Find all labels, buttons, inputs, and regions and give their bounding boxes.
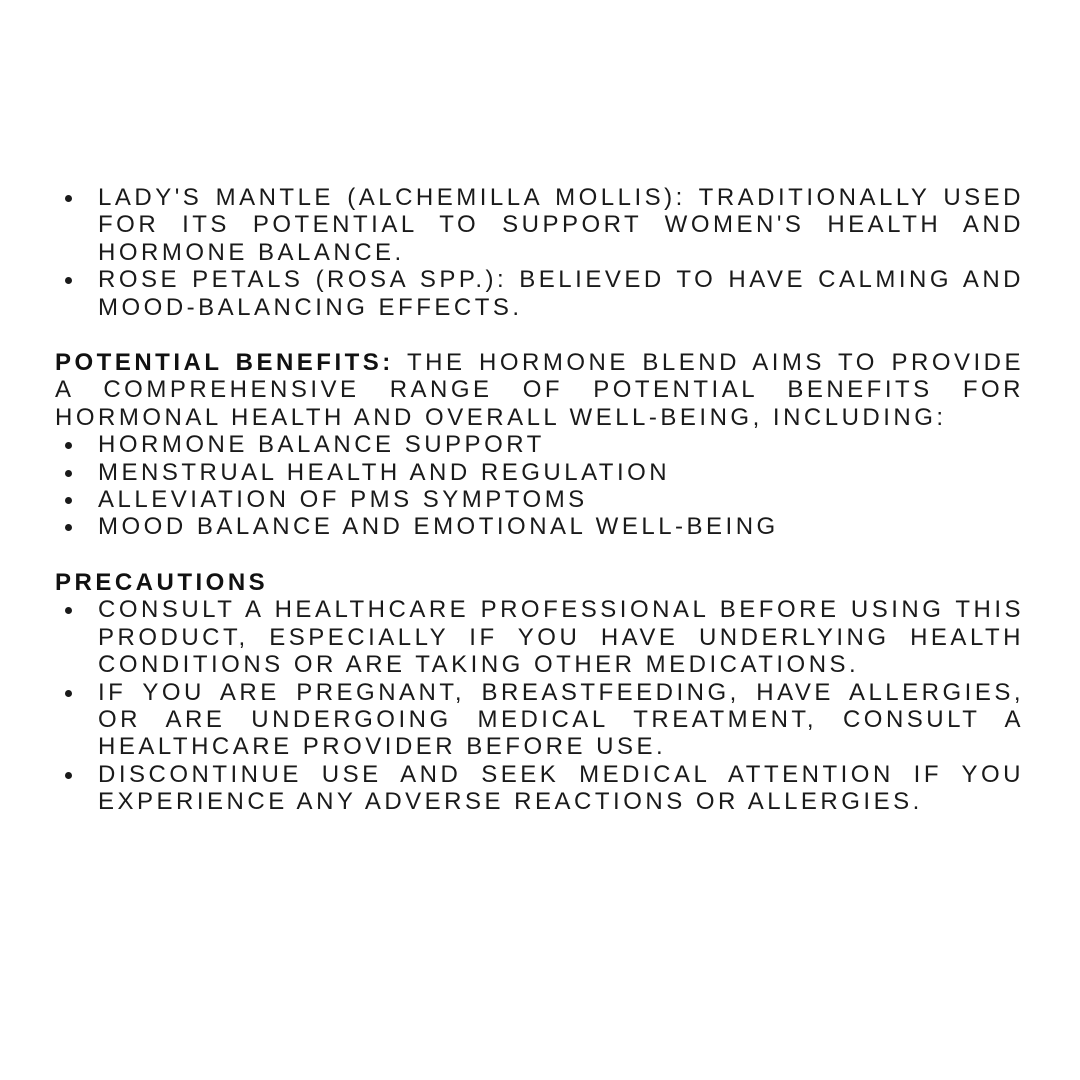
list-item: HORMONE BALANCE SUPPORT: [55, 431, 1024, 458]
list-item: ALLEVIATION OF PMS SYMPTOMS: [55, 486, 1024, 513]
list-item: DISCONTINUE USE AND SEEK MEDICAL ATTENTION IF YOU EXPERIENCE ANY ADVERSE REACTIONS OR ALLERGIES.: [55, 761, 1024, 816]
ingredient-list: [55, 184, 1024, 321]
list-item: MOOD BALANCE AND EMOTIONAL WELL-BEING: [55, 513, 1024, 540]
list-item: ROSE PETALS (ROSA SPP.): BELIEVED TO HAVE CALMING AND MOOD-BALANCING EFFECTS.: [55, 266, 1024, 321]
list-item: LADY'S MANTLE (ALCHEMILLA MOLLIS): TRADITIONALLY USED FOR ITS POTENTIAL TO SUPPORT WOMEN'S HEALTH AND HORMONE BALANCE.: [55, 184, 1024, 266]
precautions-heading: PRECAUTIONS: [55, 568, 269, 596]
list-item: MENSTRUAL HEALTH AND REGULATION: [55, 459, 1024, 486]
benefits-intro: THE HORMONE BLEND AIMS TO PROVIDE A COMPREHENSIVE RANGE OF POTENTIAL BENEFITS FOR HORMONAL HEALTH AND OVERALL WELL-BEING, INCLUDING:: [55, 349, 1024, 431]
precautions-section: [55, 569, 1024, 816]
list-item: CONSULT A HEALTHCARE PROFESSIONAL BEFORE USING THIS PRODUCT, ESPECIALLY IF YOU HAVE UNDERLYING HEALTH CONDITIONS OR ARE TAKING OTHER MEDICATIONS.: [55, 596, 1024, 678]
benefits-list: [55, 431, 1024, 541]
benefits-heading: POTENTIAL BENEFITS:: [55, 349, 394, 377]
benefits-section: [55, 349, 1024, 541]
list-item: IF YOU ARE PREGNANT, BREASTFEEDING, HAVE ALLERGIES, OR ARE UNDERGOING MEDICAL TREATMENT, CONSULT A HEALTHCARE PROVIDER BEFORE USE.: [55, 679, 1024, 761]
benefits-paragraph: [55, 349, 1024, 431]
content-block: [55, 184, 1024, 816]
precautions-list: [55, 596, 1024, 815]
